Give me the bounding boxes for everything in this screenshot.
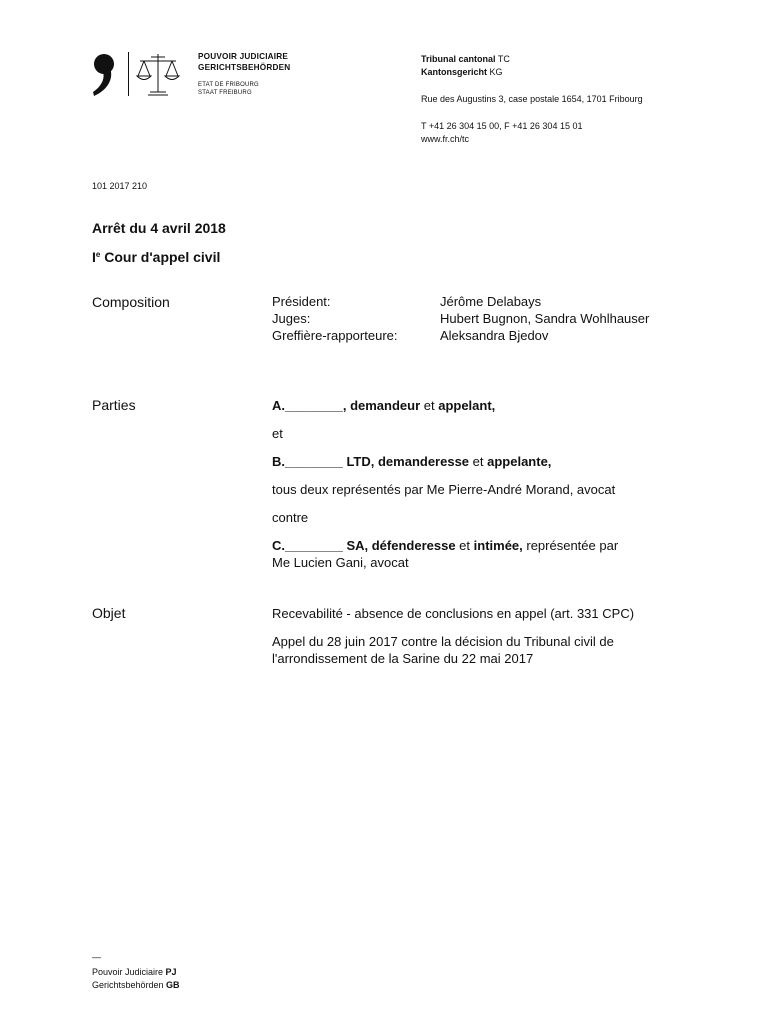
member-role: Juges:	[272, 311, 311, 326]
court-chamber: Ie Cour d'appel civil	[92, 249, 221, 265]
org-name-fr: POUVOIR JUDICIAIRE	[198, 52, 289, 61]
member-name: Aleksandra Bjedov	[440, 328, 549, 343]
objet-label: Objet	[92, 605, 126, 621]
party-b: B.________ LTD, demanderesse et appelante,	[272, 454, 552, 469]
objet-appeal-line2: l'arrondissement de la Sarine du 22 mai 2017	[272, 651, 534, 666]
court-website: www.fr.ch/tc	[421, 134, 470, 144]
member-name: Jérôme Delabays	[440, 294, 542, 309]
parties-label: Parties	[92, 397, 136, 413]
org-name-de: GERICHTSBEHÖRDEN	[198, 63, 291, 72]
representation-note: tous deux représentés par Me Pierre-André Morand, avocat	[272, 482, 616, 497]
objet-appeal-line1: Appel du 28 juin 2017 contre la décision du Tribunal civil de	[272, 634, 614, 649]
court-name-fr: Tribunal cantonal TC	[421, 54, 510, 64]
party-c: C.________ SA, défenderesse et intimée, représentée par	[272, 538, 619, 553]
composition-label: Composition	[92, 294, 170, 310]
judgment-title: Arrêt du 4 avril 2018	[92, 220, 226, 236]
conjunction-contre: contre	[272, 510, 309, 525]
member-name: Hubert Bugnon, Sandra Wohlhauser	[440, 311, 650, 326]
court-logo-mark	[92, 54, 118, 103]
state-name-de: STAAT FREIBURG	[198, 90, 252, 96]
court-name-de: Kantonsgericht KG	[421, 67, 503, 77]
party-a: A.________, demandeur et appelant,	[272, 398, 496, 413]
conjunction-et: et	[272, 426, 283, 441]
logo-divider	[128, 52, 129, 96]
footer-dash: —	[92, 952, 101, 962]
court-address: Rue des Augustins 3, case postale 1654, 1701 Fribourg	[421, 94, 643, 104]
footer-gb: Gerichtsbehörden GB	[92, 980, 180, 990]
member-role: Greffière-rapporteure:	[272, 328, 398, 343]
footer-pj: Pouvoir Judiciaire PJ	[92, 967, 177, 977]
state-name-fr: ETAT DE FRIBOURG	[198, 82, 259, 88]
case-reference: 101 2017 210	[92, 181, 148, 191]
member-role: Président:	[272, 294, 331, 309]
objet-subject: Recevabilité - absence de conclusions en appel (art. 331 CPC)	[272, 606, 635, 621]
party-c-counsel: Me Lucien Gani, avocat	[272, 555, 409, 570]
scales-of-justice-icon	[136, 52, 180, 103]
court-phone: T +41 26 304 15 00, F +41 26 304 15 01	[421, 121, 583, 131]
